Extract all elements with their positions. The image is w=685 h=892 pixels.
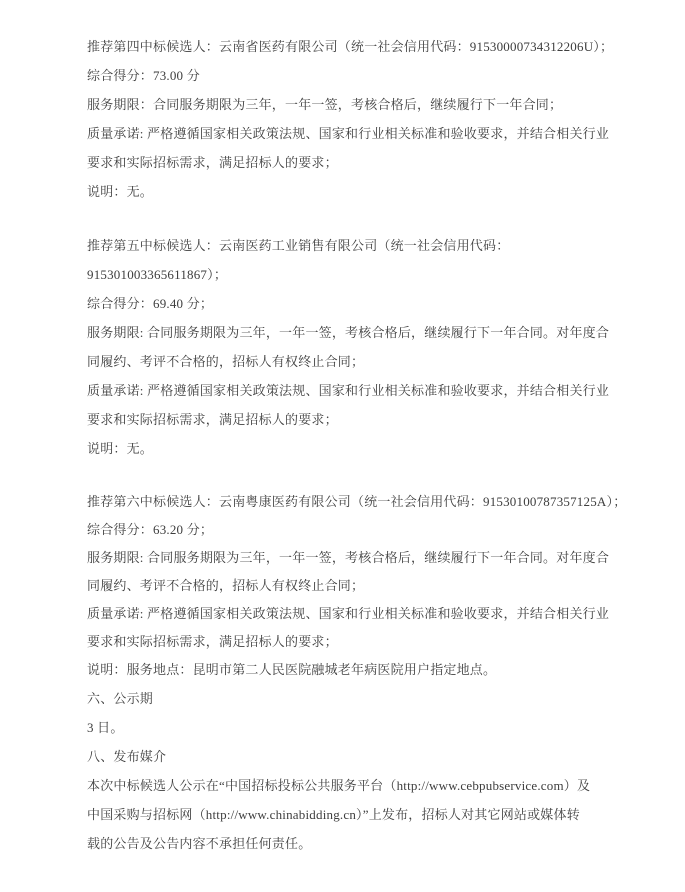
candidate5-credit-code-line: 915301003365611867）； bbox=[87, 267, 228, 282]
publish-media-heading: 八、发布媒介 bbox=[87, 749, 167, 764]
candidate6-quality-promise-line-2: 要求和实际招标需求，满足招标人的要求； bbox=[87, 634, 338, 649]
candidate6-service-term-line-2: 同履约、考评不合格的，招标人有权终止合同； bbox=[87, 578, 365, 593]
section-publish-media bbox=[87, 742, 647, 858]
candidate4-service-term-line: 服务期限：合同服务期限为三年，一年一签，考核合格后，继续履行下一年合同； bbox=[87, 97, 563, 112]
candidate6-quality-promise-line-1: 质量承诺: 严格遵循国家相关政策法规、国家和行业相关标准和验收要求，并结合相关行业 bbox=[87, 606, 610, 621]
candidate5-quality-promise-line-2: 要求和实际招标需求，满足招标人的要求； bbox=[87, 412, 338, 427]
publish-media-line-3: 载的公告及公告内容不承担任何责任。 bbox=[87, 836, 312, 851]
candidate4-score-line: 综合得分：73.00 分 bbox=[87, 68, 200, 83]
section-gap bbox=[87, 463, 647, 488]
section-publicity-period bbox=[87, 684, 647, 742]
publish-media-line-2: 中国采购与招标网（http://www.chinabidding.cn）”上发布，招标人对其它网站或媒体转 bbox=[87, 807, 580, 822]
publicity-period-heading: 六、公示期 bbox=[87, 691, 154, 706]
candidate4-quality-promise-line-2: 要求和实际招标需求，满足招标人的要求； bbox=[87, 155, 338, 170]
candidate4-title-line: 推荐第四中标候选人：云南省医药有限公司（统一社会信用代码：91530000734312206U）； bbox=[87, 39, 614, 54]
candidate5-score-line: 综合得分：69.40 分； bbox=[87, 296, 214, 311]
candidate6-service-term-line-1: 服务期限: 合同服务期限为三年，一年一签，考核合格后，继续履行下一年合同。对年度合 bbox=[87, 550, 610, 565]
candidate5-service-term-line-1: 服务期限: 合同服务期限为三年，一年一签，考核合格后，继续履行下一年合同。对年度合 bbox=[87, 325, 610, 340]
publicity-period-duration: 3 日。 bbox=[87, 720, 124, 735]
section-candidate-4 bbox=[87, 32, 647, 206]
candidate5-title-line: 推荐第五中标候选人：云南医药工业销售有限公司（统一社会信用代码： bbox=[87, 238, 510, 253]
document-content bbox=[87, 32, 647, 858]
candidate6-remark-line: 说明：服务地点：昆明市第二人民医院融城老年病医院用户指定地点。 bbox=[87, 662, 497, 677]
candidate6-score-line: 综合得分：63.20 分； bbox=[87, 522, 214, 537]
candidate6-title-line: 推荐第六中标候选人：云南粤康医药有限公司（统一社会信用代码：91530100787357125A）； bbox=[87, 494, 627, 509]
candidate4-quality-promise-line-1: 质量承诺: 严格遵循国家相关政策法规、国家和行业相关标准和验收要求，并结合相关行业 bbox=[87, 126, 610, 141]
candidate5-service-term-line-2: 同履约、考评不合格的，招标人有权终止合同； bbox=[87, 354, 365, 369]
section-candidate-5 bbox=[87, 231, 647, 463]
section-candidate-6 bbox=[87, 488, 647, 684]
publish-media-line-1: 本次中标候选人公示在“中国招标投标公共服务平台（http://www.cebpubservice.com）及 bbox=[87, 778, 591, 793]
candidate5-remark-line: 说明：无。 bbox=[87, 441, 154, 456]
section-gap bbox=[87, 206, 647, 231]
candidate5-quality-promise-line-1: 质量承诺: 严格遵循国家相关政策法规、国家和行业相关标准和验收要求，并结合相关行业 bbox=[87, 383, 610, 398]
candidate4-remark-line: 说明：无。 bbox=[87, 184, 154, 199]
